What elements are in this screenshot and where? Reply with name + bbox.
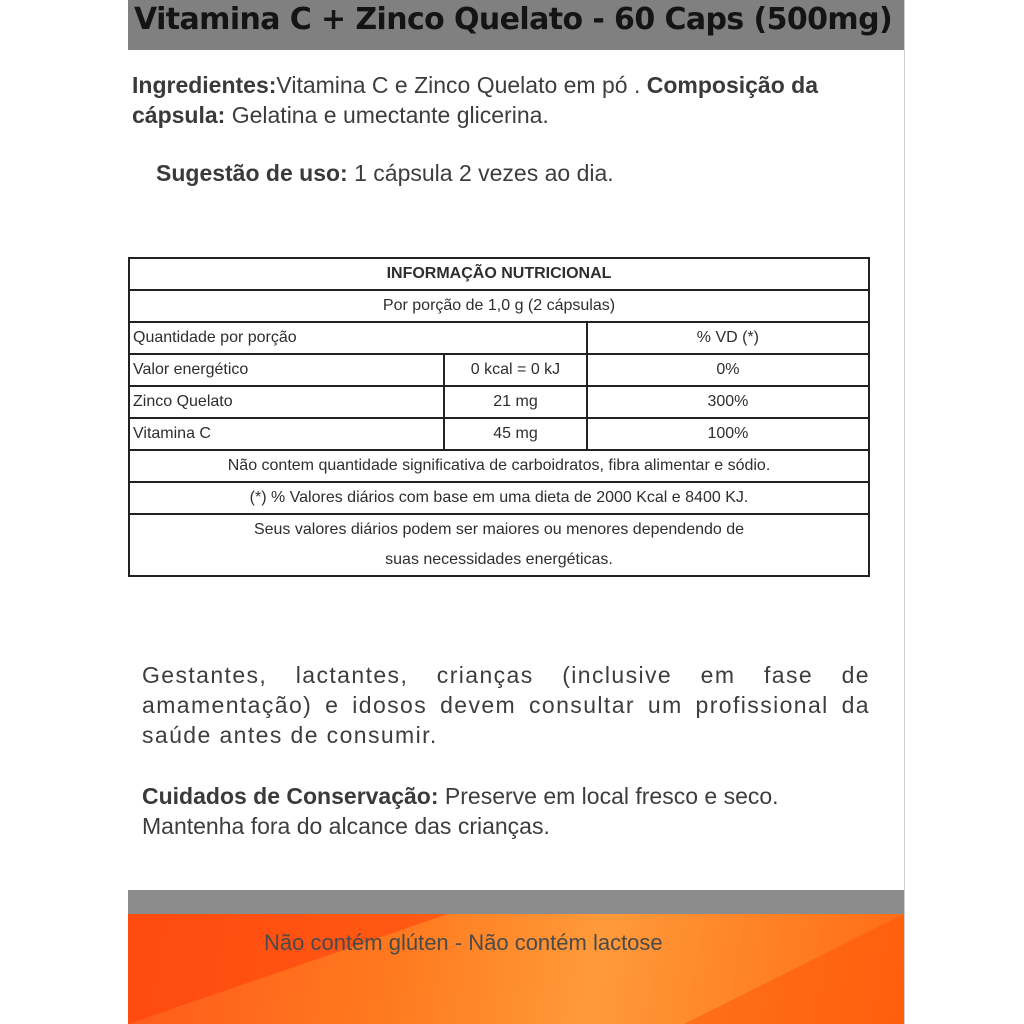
nutrition-note-insignificant: Não contem quantidade significativa de carboidratos, fibra alimentar e sódio. bbox=[129, 450, 869, 482]
table-row bbox=[129, 386, 869, 418]
nutrition-note-daily-values: (*) % Valores diários com base em uma dieta de 2000 Kcal e 8400 KJ. bbox=[129, 482, 869, 514]
nutrient-vd: 100% bbox=[587, 418, 869, 450]
usage-paragraph bbox=[156, 158, 896, 188]
storage-care-label: Cuidados de Conservação: bbox=[142, 783, 439, 809]
nutrient-name: Zinco Quelato bbox=[129, 386, 444, 418]
warning-paragraph: Gestantes, lactantes, crianças (inclusive em fase de amamentação) e idosos devem consultar um profissional da saúde antes de consumir. bbox=[142, 662, 870, 748]
footer-gray-band bbox=[128, 890, 904, 914]
footer-orange-band bbox=[128, 914, 904, 1024]
capsule-composition-text: Gelatina e umectante glicerina. bbox=[225, 102, 549, 128]
storage-care-paragraph bbox=[142, 781, 870, 841]
usage-label: Sugestão de uso: bbox=[156, 160, 348, 186]
vd-header: % VD (*) bbox=[587, 322, 869, 354]
quantity-header: Quantidade por porção bbox=[129, 322, 587, 354]
capsule-composition-label: Composição da cápsula: bbox=[132, 72, 819, 128]
nutrient-amount: 45 mg bbox=[444, 418, 587, 450]
product-title: Vitamina C + Zinco Quelato - 60 Caps (500mg) bbox=[134, 2, 893, 37]
table-row bbox=[129, 354, 869, 386]
nutrition-table bbox=[128, 257, 870, 577]
nutrient-vd: 300% bbox=[587, 386, 869, 418]
nutrition-note-variance-line2: suas necessidades energéticas. bbox=[129, 545, 869, 576]
ingredients-label: Ingredientes: bbox=[132, 72, 277, 98]
title-bar bbox=[128, 0, 904, 50]
label-sheet bbox=[128, 0, 905, 1024]
nutrition-note-variance-line1: Seus valores diários podem ser maiores ou menores dependendo de bbox=[129, 514, 869, 545]
nutrient-amount: 0 kcal = 0 kJ bbox=[444, 354, 587, 386]
storage-care-text: Preserve em local fresco e seco. Mantenha fora do alcance das crianças. bbox=[142, 783, 779, 839]
allergen-footer-text: Não contém glúten - Não contém lactose bbox=[264, 930, 663, 955]
ingredients-paragraph bbox=[132, 70, 892, 130]
nutrient-name: Vitamina C bbox=[129, 418, 444, 450]
ingredients-text: Vitamina C e Zinco Quelato em pó . bbox=[276, 72, 647, 98]
nutrient-vd: 0% bbox=[587, 354, 869, 386]
footer-decoration bbox=[684, 914, 904, 1024]
usage-text: 1 cápsula 2 vezes ao dia. bbox=[347, 160, 614, 186]
nutrient-amount: 21 mg bbox=[444, 386, 587, 418]
nutrition-heading: INFORMAÇÃO NUTRICIONAL bbox=[129, 258, 869, 290]
table-row bbox=[129, 418, 869, 450]
serving-size: Por porção de 1,0 g (2 cápsulas) bbox=[129, 290, 869, 322]
nutrient-name: Valor energético bbox=[129, 354, 444, 386]
